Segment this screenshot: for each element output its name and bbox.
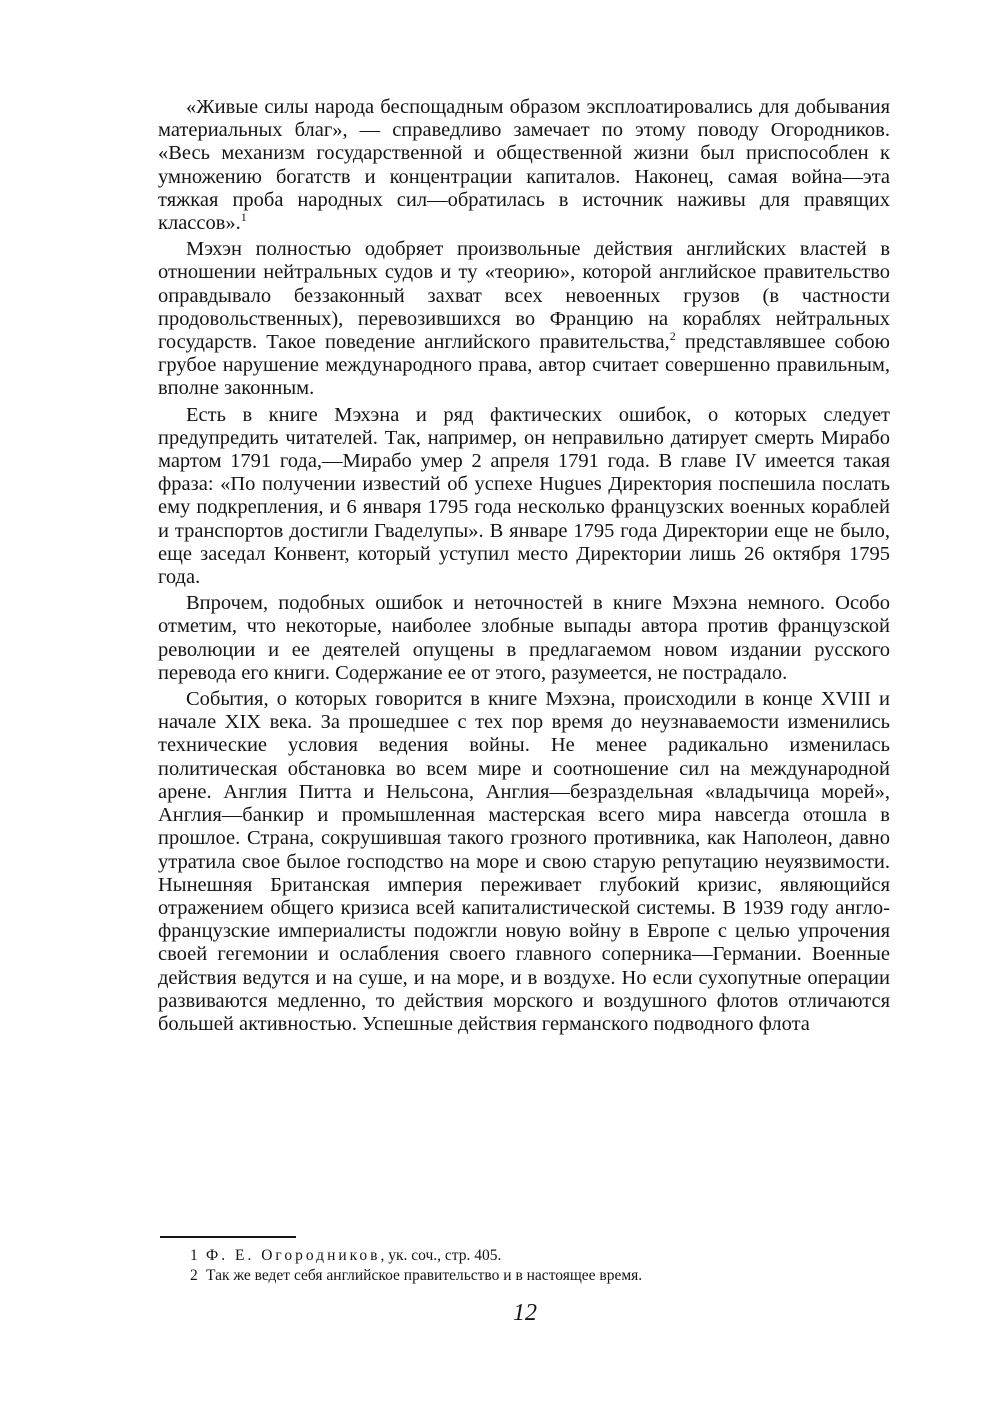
paragraph-3: Есть в книге Мэхэна и ряд фактических ошибок, о которых следует предупредить читателей. Так, например, он неправильно датирует смерть Мирабо мартом 1791 года,—Мирабо умер 2 апреля 1791 года. В главе IV имеется такая фраза: «По получении известий об успехе Hugues Директория поспешила послать ему подкрепления, и 6 января 1795 года несколько французских военных кораблей и транспортов достигли Гваделупы». В январе 1795 года Директории еще не было, еще заседал Конвент, который уступил место Директории лишь 26 октября 1795 года. — [158, 403, 890, 589]
footnote-number: 2 — [190, 1267, 198, 1284]
footnote-author: Ф. Е. Огородников — [206, 1247, 381, 1264]
footnote-ref-1: 1 — [240, 210, 247, 225]
paragraph-2-text-a: Мэхэн полностью одобряет произвольные действия английских властей в отношении нейтральных судов и ту «теорию», которой английское правительство оправдывало беззаконный захват всех невоенных грузов (в частности продовольственных), перевозившихся во Францию на кораблях нейтральных государств. Такое поведение английского правительства, — [158, 238, 890, 354]
paragraph-1 — [158, 96, 890, 235]
main-text — [158, 96, 890, 1039]
page-number: 12 — [513, 1300, 537, 1326]
footnote-1 — [190, 1246, 890, 1266]
paragraph-4: Впрочем, подобных ошибок и неточностей в книге Мэхэна немного. Особо отметим, что некоторые, наиболее злобные выпады автора против французской революции и ее деятелей опущены в предлагаемом новом издании русского перевода его книги. Содержание ее от этого, разумеется, не пострадало. — [158, 592, 890, 684]
paragraph-5: События, о которых говорится в книге Мэхэна, происходили в конце XVIII и начале XIX века. За прошедшее с тех пор время до неузнаваемости изменились технические условия ведения войны. Не менее радикально изменилась политическая обстановка во всем мире и соотношение сил на международной арене. Англия Питта и Нельсона, Англия—безраздельная «владычица морей», Англия—банкир и промышленная мастерская всего мира навсегда отошла в прошлое. Страна, сокрушившая такого грозного противника, как Наполеон, давно утратила свое былое господство на море и свою старую репутацию неуязвимости. Нынешняя Британская империя переживает глубокий кризис, являющийся отражением общего кризиса всей капиталистической системы. В 1939 году англо-французские империалисты подожгли новую войну в Европе с целью упрочения своей гегемонии и ослабления своего главного соперника—Германии. Военные действия ведутся и на суше, и на море, и в воздухе. Но если сухопутные операции развиваются медленно, то действия морского и воздушного флотов отличаются большей активностью. Успешные действия германского подводного флота — [158, 688, 890, 1035]
footnote-citation: , ук. соч., стр. 405. — [380, 1247, 502, 1264]
paragraph-2-text-b: представлявшее собою грубое нарушение международного права, автор считает совершенно правильным, вполне законным. — [158, 331, 890, 400]
footnote-ref-2: 2 — [669, 329, 676, 344]
paragraph-2 — [158, 238, 890, 400]
footnote-text: Так же ведет себя английское правительство и в настоящее время. — [206, 1267, 643, 1284]
footnote-divider — [160, 1236, 296, 1238]
footnote-number: 1 — [190, 1247, 198, 1264]
paragraph-1-text: «Живые силы народа беспощадным образом эксплоатировались для добывания материальных благ», — справедливо замечает по этому поводу Огородников. «Весь механизм государственной и общественной жизни был приспособлен к умножению богатств и концентрации капиталов. Наконец, самая война—эта тяжкая проба народных сил—обратилась в источник наживы для правящих классов». — [158, 96, 890, 235]
footnotes — [190, 1246, 890, 1286]
footnote-2 — [190, 1266, 890, 1286]
